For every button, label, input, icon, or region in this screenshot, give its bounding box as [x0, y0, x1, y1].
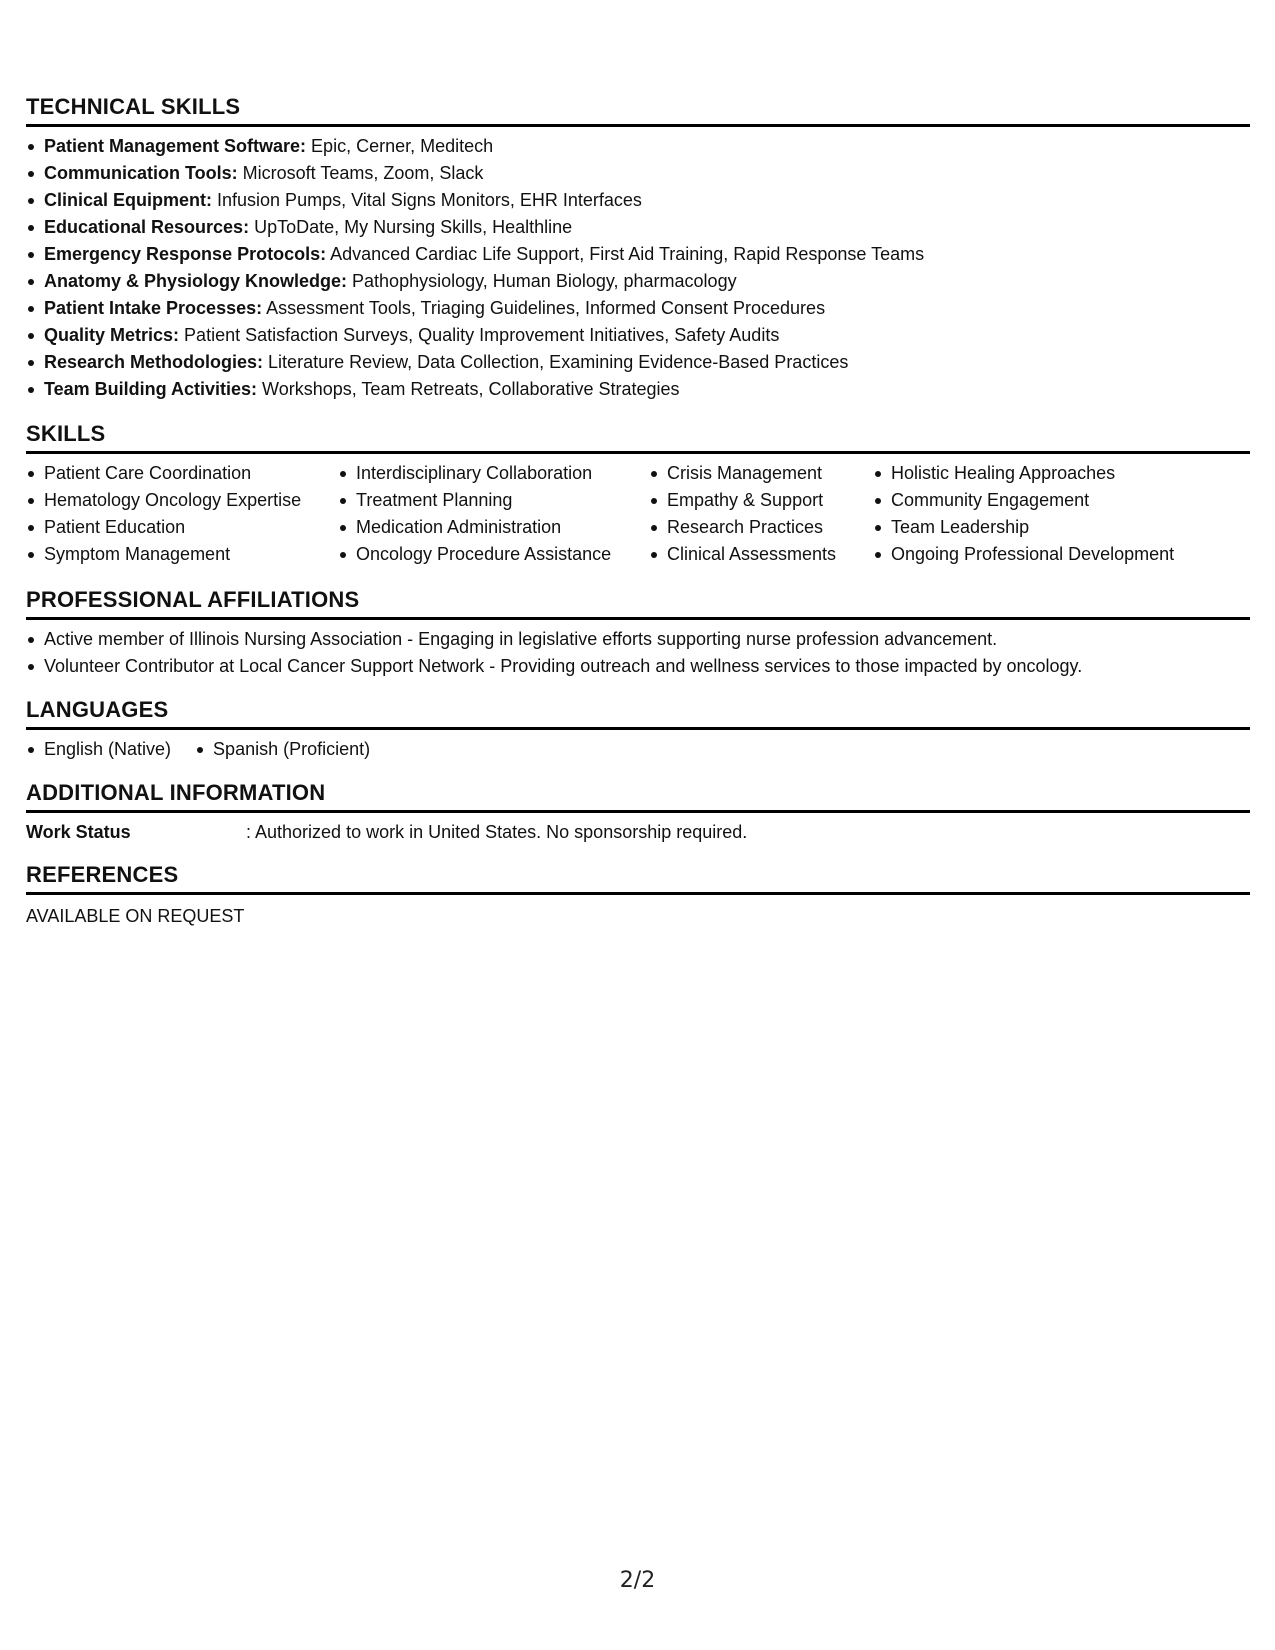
technical-skills-heading: TECHNICAL SKILLS — [26, 94, 1250, 127]
list-item: Ongoing Professional Development — [873, 541, 1233, 568]
work-status-value: : Authorized to work in United States. No sponsorship required. — [246, 822, 748, 842]
list-item: Crisis Management — [649, 460, 873, 487]
skill-category-label: Patient Management Software: — [44, 136, 307, 156]
additional-info-heading: ADDITIONAL INFORMATION — [26, 780, 1250, 813]
skill-category-label: Emergency Response Protocols: — [44, 244, 327, 264]
list-item — [26, 322, 1250, 349]
list-item: Treatment Planning — [338, 487, 649, 514]
list-item — [26, 268, 1250, 295]
skill-category-value: Patient Satisfaction Surveys, Quality Improvement Initiatives, Safety Audits — [179, 325, 780, 345]
skill-category-label: Clinical Equipment: — [44, 190, 213, 210]
languages-list — [26, 736, 1250, 763]
list-item: Holistic Healing Approaches — [873, 460, 1233, 487]
work-status-row — [26, 819, 1250, 846]
skill-category-value: Advanced Cardiac Life Support, First Aid Training, Rapid Response Teams — [326, 244, 925, 264]
list-item: Clinical Assessments — [649, 541, 873, 568]
skill-category-label: Anatomy & Physiology Knowledge: — [44, 271, 348, 291]
list-item: Interdisciplinary Collaboration — [338, 460, 649, 487]
list-item: Oncology Procedure Assistance — [338, 541, 649, 568]
list-item: Empathy & Support — [649, 487, 873, 514]
list-item — [26, 160, 1250, 187]
work-status-label: Work Status — [26, 822, 131, 842]
skills-section — [26, 421, 1250, 568]
list-item: Volunteer Contributor at Local Cancer Support Network - Providing outreach and wellness services to those impacted by oncology. — [26, 653, 1250, 680]
skill-category-value: Microsoft Teams, Zoom, Slack — [237, 163, 484, 183]
skills-grid — [26, 460, 1250, 568]
references-heading: REFERENCES — [26, 862, 1250, 895]
languages-heading: LANGUAGES — [26, 697, 1250, 730]
skills-column — [649, 460, 873, 568]
list-item — [26, 295, 1250, 322]
list-item: English (Native) — [26, 736, 171, 763]
skill-category-label: Research Methodologies: — [44, 352, 264, 372]
list-item — [26, 376, 1250, 403]
skills-column — [338, 460, 649, 568]
list-item: Hematology Oncology Expertise — [26, 487, 338, 514]
list-item: Patient Care Coordination — [26, 460, 338, 487]
list-item — [26, 133, 1250, 160]
affiliations-list — [26, 626, 1250, 680]
skill-category-label: Team Building Activities: — [44, 379, 258, 399]
skill-category-value: Assessment Tools, Triaging Guidelines, Informed Consent Procedures — [262, 298, 826, 318]
affiliations-heading: PROFESSIONAL AFFILIATIONS — [26, 587, 1250, 620]
list-item: Active member of Illinois Nursing Association - Engaging in legislative efforts supporting nurse profession advancement. — [26, 626, 1250, 653]
languages-section — [26, 697, 1250, 763]
skills-column — [873, 460, 1233, 568]
skill-category-label: Quality Metrics: — [44, 325, 180, 345]
affiliations-section — [26, 587, 1250, 680]
skills-heading: SKILLS — [26, 421, 1250, 454]
list-item — [26, 241, 1250, 268]
list-item: Spanish (Proficient) — [195, 736, 370, 763]
list-item: Patient Education — [26, 514, 338, 541]
list-item: Research Practices — [649, 514, 873, 541]
skill-category-value: Pathophysiology, Human Biology, pharmacology — [347, 271, 737, 291]
skill-category-label: Patient Intake Processes: — [44, 298, 263, 318]
technical-skills-section — [26, 94, 1250, 403]
page-number: 2/2 — [619, 1568, 656, 1593]
list-item: Team Leadership — [873, 514, 1233, 541]
list-item — [26, 349, 1250, 376]
skill-category-value: Infusion Pumps, Vital Signs Monitors, EHR Interfaces — [212, 190, 642, 210]
list-item: Symptom Management — [26, 541, 338, 568]
list-item: Community Engagement — [873, 487, 1233, 514]
skill-category-value: Workshops, Team Retreats, Collaborative Strategies — [257, 379, 680, 399]
skill-category-value: UpToDate, My Nursing Skills, Healthline — [249, 217, 573, 237]
references-text: AVAILABLE ON REQUEST — [26, 906, 245, 926]
list-item — [26, 214, 1250, 241]
skill-category-value: Literature Review, Data Collection, Examining Evidence-Based Practices — [263, 352, 849, 372]
list-item — [26, 187, 1250, 214]
references-section — [26, 862, 1250, 930]
additional-info-section — [26, 780, 1250, 846]
skills-column — [26, 460, 338, 568]
skill-category-label: Communication Tools: — [44, 163, 238, 183]
list-item: Medication Administration — [338, 514, 649, 541]
technical-skills-list — [26, 133, 1250, 403]
skill-category-value: Epic, Cerner, Meditech — [306, 136, 494, 156]
skill-category-label: Educational Resources: — [44, 217, 250, 237]
